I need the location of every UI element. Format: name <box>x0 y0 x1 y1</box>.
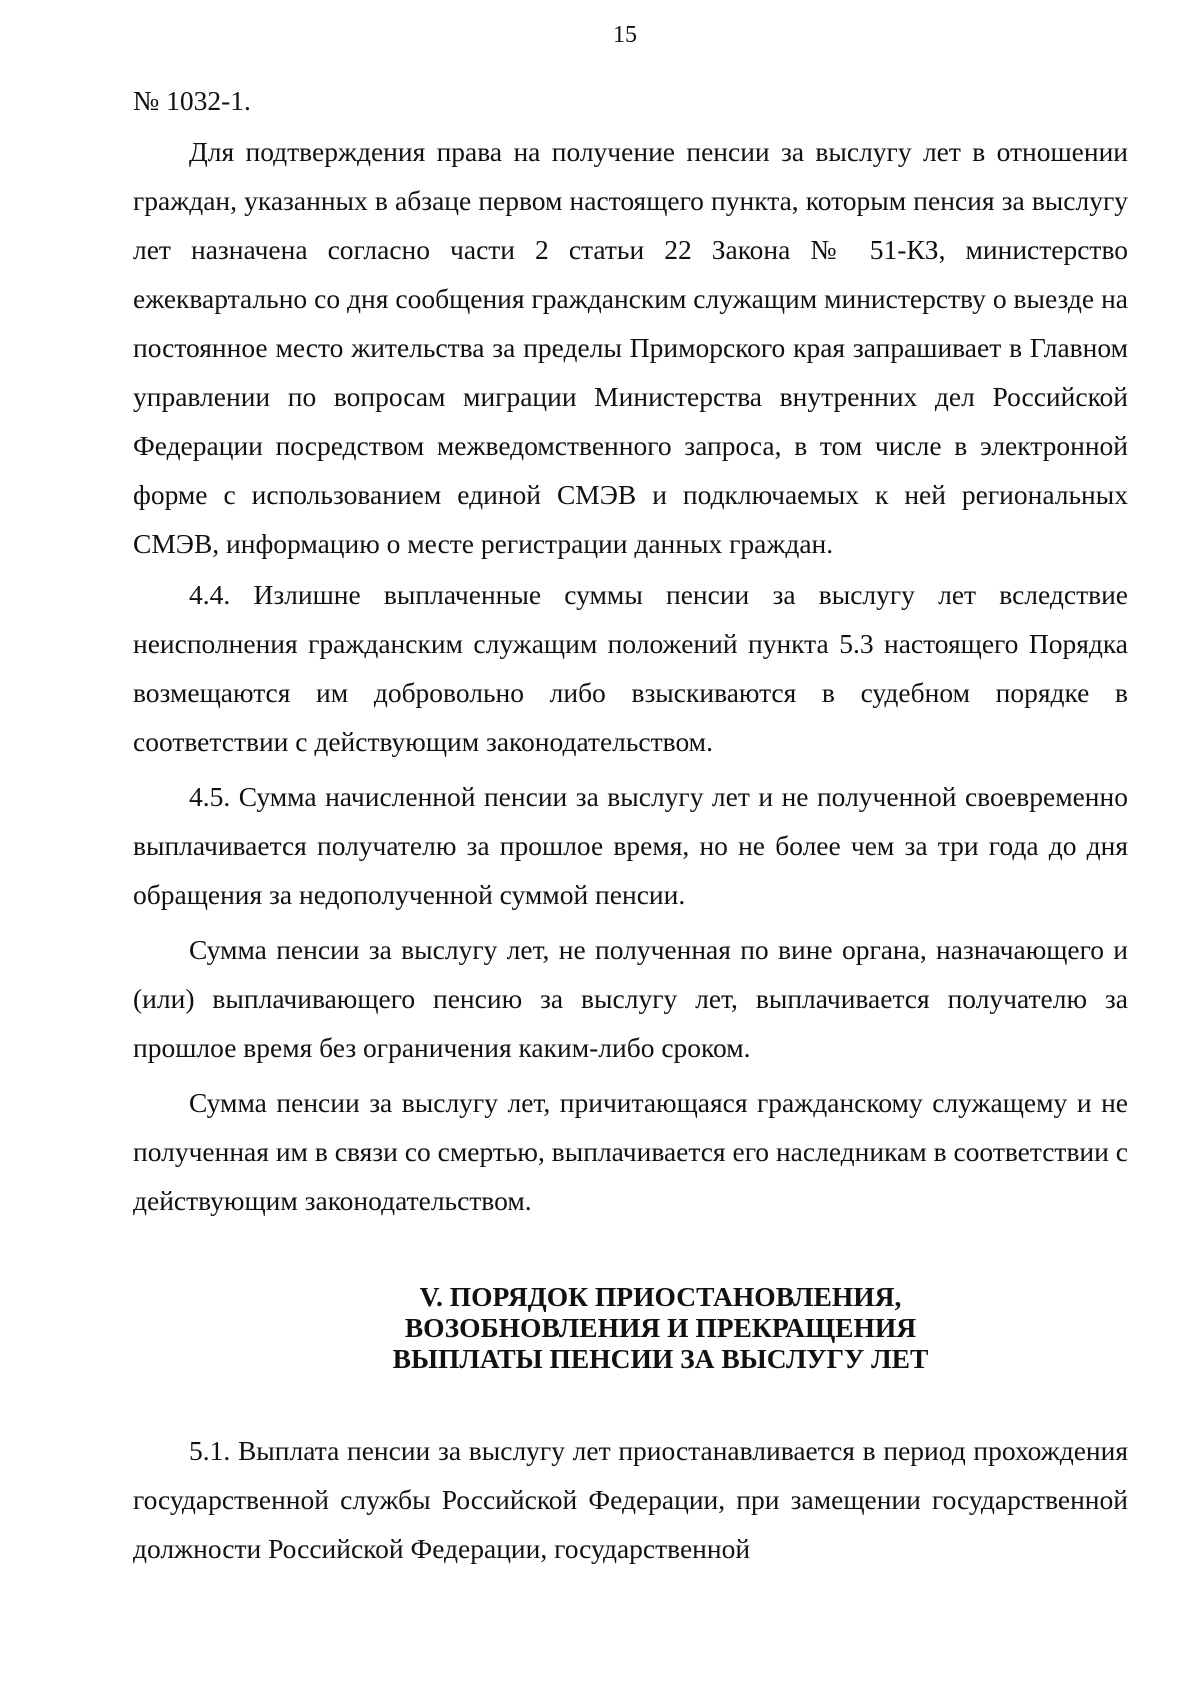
section-heading-line-1: V. ПОРЯДОК ПРИОСТАНОВЛЕНИЯ, <box>419 1281 902 1312</box>
paragraph-4-5: 4.5. Сумма начисленной пенсии за выслугу лет и не полученной своевременно выплачивается получателю за прошлое время, но не более чем за три года до дня обращения за недополученной суммой пенсии. <box>133 781 1128 910</box>
paragraph-confirmation-right: Для подтверждения права на получение пенсии за выслугу лет в отношении граждан, указанных в абзаце первом настоящего пункта, которым пенсия за выслугу лет назначена согласно части 2 статьи 22 Закона № 51-КЗ, министерство ежеквартально со дня сообщения гражданским служащим министерству о выезде на постоянное место жительства за пределы Приморского края запрашивает в Главном управлении по вопросам миграции Министерства внутренних дел Российской Федерации посредством межведомственного запроса, в том числе в электронной форме с использованием единой СМЭВ и подключаемых к ней региональных СМЭВ, информацию о месте регистрации данных граждан. <box>133 136 1128 559</box>
paragraph-unpaid-pension-fault: Сумма пенсии за выслугу лет, не полученная по вине органа, назначающего и (или) выплачивающего пенсию за выслугу лет, выплачивается получателю за прошлое время без ограничения каким-либо сроком. <box>133 934 1128 1063</box>
section-heading <box>133 1281 1128 1374</box>
paragraph-4-4: 4.4. Излишне выплаченные суммы пенсии за выслугу лет вследствие неисполнения гражданским служащим положений пункта 5.3 настоящего Порядка возмещаются им добровольно либо взыскиваются в судебном порядке в соответствии с действующим законодательством. <box>133 579 1128 757</box>
paragraph-unpaid-pension-death: Сумма пенсии за выслугу лет, причитающаяся гражданскому служащему и не полученная им в связи со смертью, выплачивается его наследникам в соответствии с действующим законодательством. <box>133 1087 1128 1216</box>
section-heading-line-2: ВОЗОБНОВЛЕНИЯ И ПРЕКРАЩЕНИЯ <box>404 1312 917 1343</box>
document-body <box>133 76 1128 1573</box>
paragraph-5-1: 5.1. Выплата пенсии за выслугу лет приостанавливается в период прохождения государственной службы Российской Федерации, при замещении государственной должности Российской Федерации, государственной <box>133 1435 1128 1564</box>
page-number: 15 <box>613 22 637 48</box>
paragraph-law-reference: № 1032-1. <box>133 85 251 116</box>
section-heading-line-3: ВЫПЛАТЫ ПЕНСИИ ЗА ВЫСЛУГУ ЛЕТ <box>392 1343 929 1374</box>
